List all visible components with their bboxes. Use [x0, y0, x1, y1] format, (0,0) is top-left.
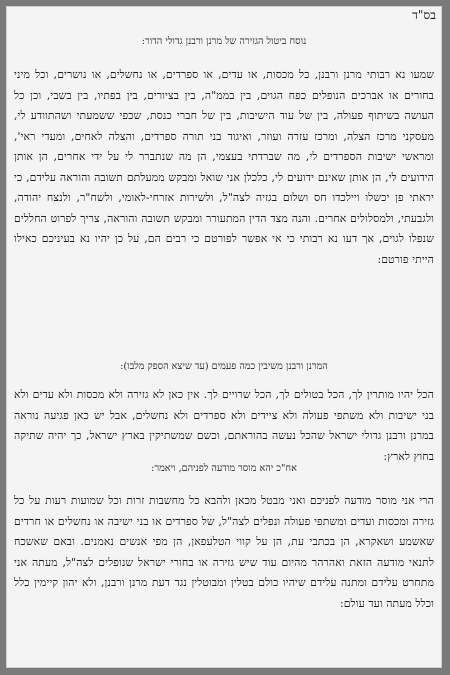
- section1-text: שמעו נא רבותי מרנן ורבנן, כל מכסות, או עדים, או ספרדים, או נחשלים, או נושרים, וכל מיני בחורים או אברכים הנופלים כפח הגוים, בין בממ"ה, בין בציורים, בין בפתיו, בין בשבי, וכן כל העושה בשיתוף פעולה, בין של עוד הישיבות, בין של חברי כנסת, שכפי ששמעתי ושהתוודע לי, מעסקני מרכז הצלה, ומרכז עזרה ועוזר, ואיגוד בני תורה ספרדים, והצלה לאחים, ומעדי ראי', ומראשי ישיבות הספרדים לי, מה שברדתי בעצמי, הן מה שנתברר לי על ידי אחרים, הן אותן הידועים לי, הן אותן שאינם ידועים לי, כלכלן אני שואל ומבקש ממעלתם תשובה והוראה עלידם, כי יראתי פן יכשלו ויילכדו חס ושלום בגזיה לצה"ל, ולשירות אזרחי-לאומי, ולשח"ר, ולנצח יהודה, ולגבעתי, ולמסלולים אחרים. והנה מצד הדין המתעורר ומבקש תשובה והוראה, צריך לפרוט החללים שנפלו לגוים, אך דעו נא רבותי כי אי אפשר לפורטם כי רבים הם, על כן יהיו נא בעיניכם כאילו הייתי פורטם:: [14, 68, 434, 266]
- document-page: [6, 6, 442, 668]
- section2-title: המרנן ורבנן משיבין כמה פעמים (עד שיצא הספק מלבו):: [120, 361, 328, 372]
- section3-title: אח"כ יהא מוסר מודעה לפניהם, ויאמר:: [151, 463, 297, 474]
- bsd-header: בס"ד: [412, 8, 436, 22]
- section2-text: הכל יהיו מותרין לך, הכל בטולים לך, הכל שרויים לך. אין כאן לא גזירה ולא מכסות ולא עדים ולא בני ישיבות ולא משתפי פעולה ולא ציידים ולא ספרדים ולא נחשלים, אבל יש כאן פגיעה נוראה במרנן ורבנן גדולי ישראל שהכל נעשה בהוראתם, וכשם שמשתיקין בארץ ישראל, כך יהיה שתיקה בחוץ לארץ:: [14, 388, 434, 463]
- section1-title: נוסח ביטול הגזירה של מרנן ורבנן גדולי הדור:: [141, 36, 307, 47]
- section3-text: הרי אני מוסר מודעה לפניכם ואני מבטל מכאן ולהבא כל מחשבות זרות וכל שמועות רעות על כל גזירה ומכסות ועדים ומשתפי פעולה ונפלים לצה"ל, של ספרדים או בני ישיבה או נחשלים או חרדים שאשמע ושאקרא, הן בכתבי עת, הן על קווי הטלעפאן, הן מפי אנשים נאמנים. ובאם שאשכח לתנאי מודעה הזאת ואהרהר מהיום עוד שיש גזירה או בחורי ישראל שנופלים לצה"ל, מעתה אני מתחרט עלידם ומתנה עלידם שיהיו כולם בטלין ומבוטלין נגד דעת מרנן ורבנן, ולא יהון קיימין כלל וכלל מעתה ועד עולם:: [14, 494, 434, 610]
